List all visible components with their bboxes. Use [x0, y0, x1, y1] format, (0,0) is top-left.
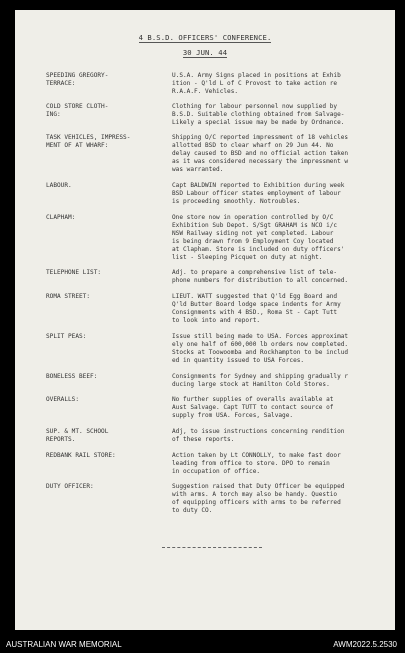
item-text: Clothing for labour personnel now supplied by B.S.D. Suitable clothing obtained from Salvage- Likely a special issue may be made by Ordnance. [172, 103, 345, 126]
item-heading: TASK VEHICLES, IMPRESS- MENT OF AT WHARF: [46, 134, 131, 149]
item-text: Capt BALDWIN reported to Exhibition during week BSD Labour officer states employment of labour is proceeding smoothly. Notroubles. [172, 182, 345, 205]
item-heading: DUTY OFFICER: [46, 483, 94, 490]
item-heading: LABOUR. [46, 182, 72, 189]
item-text: One store now in operation controlled by O/C Exhibition Sub Depot. S/Sgt GRAHAM is NCO i/c NSW Railway siding not yet completed. Labour is being drawn from 9 Employment Coy located at Clapham. Store is included on duty officers' list - Sleeping Picquet on duty at night. [172, 214, 345, 261]
item-heading: SPEEDING GREGORY- TERRACE: [46, 72, 109, 87]
item-text: No further supplies of overalls available at Aust Salvage. Capt TUTT to contact source of supply from USA. Forces, Salvage. [172, 396, 334, 419]
item-heading: TELEPHONE LIST: [46, 269, 102, 276]
footer-credit: AUSTRALIAN WAR MEMORIAL [6, 640, 122, 649]
item-text: Consignments for Sydney and shipping gradually r ducing large stock at Hamilton Cold Stores. [172, 373, 349, 388]
item-text: U.S.A. Army Signs placed in positions at Exhib ition - Q'ld L of C Provost to take action re R.A.A.F. Vehicles. [172, 72, 341, 95]
item-heading: SPLIT PEAS: [46, 333, 87, 340]
document-page [15, 10, 395, 630]
item-text: Action taken by Lt CONNOLLY, to make fast door leading from office to store. DPO to remain in occupation of office. [172, 452, 341, 475]
item-heading: REDBANK RAIL STORE: [46, 452, 116, 459]
document-title: 4 B.S.D. OFFICERS' CONFERENCE. [138, 33, 272, 42]
item-heading: BONELESS BEEF: [46, 373, 98, 380]
item-text: Suggestion raised that Duty Officer be equipped with arms. A torch may also be handy. Questio of equipping officers with arms to be referred to duty CO. [172, 483, 345, 514]
item-heading: CLAPHAM: [46, 214, 76, 221]
end-rule-divider [162, 547, 262, 548]
item-heading: ROMA STREET: [46, 293, 91, 300]
item-text: Issue still being made to USA. Forces approximat ely one half of 600,000 lb orders now completed. Stocks at Toowoomba and Rockhampton to be includ ed in quantity issued to USA Forces. [172, 333, 349, 364]
document-date: 30 JUN. 44 [182, 48, 228, 57]
item-heading: COLD STORE CLOTH- ING: [46, 103, 109, 118]
item-text: LIEUT. WATT suggested that Q'ld Egg Board and Q'ld Butter Board lodge space indents for Army Consignments with 4 BSD., Roma St - Capt Tutt to look into and report. [172, 293, 341, 324]
item-heading: SUP. & MT. SCHOOL REPORTS. [46, 428, 109, 443]
footer-accession-number: AWM2022.5.2530 [333, 640, 397, 649]
item-text: Adj, to issue instructions concerning rendition of these reports. [172, 428, 345, 443]
item-text: Adj. to prepare a comprehensive list of tele- phone numbers for distribution to all concerned. [172, 269, 349, 284]
item-text: Shipping O/C reported impressment of 18 vehicles allotted BSD to clear wharf on 29 Jun 44. No delay caused to BSD and no official action taken as it was considered necessary the impressment w was warranted. [172, 134, 349, 173]
item-heading: OVERALLS: [46, 396, 80, 403]
